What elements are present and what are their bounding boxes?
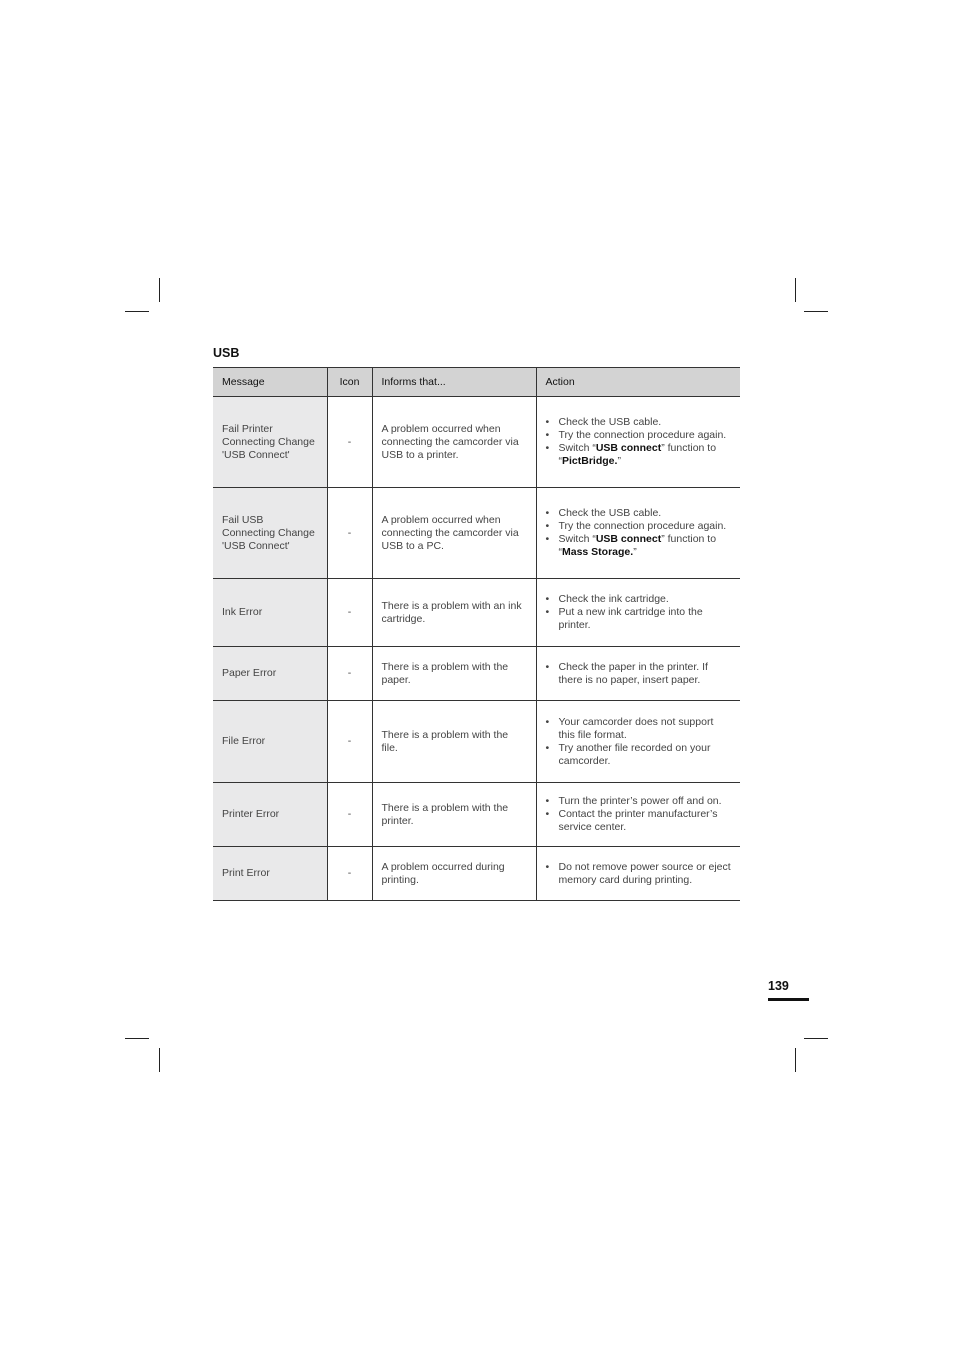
action-cell — [536, 701, 740, 783]
crop-mark — [804, 311, 828, 312]
informs-cell: There is a problem with the printer. — [372, 783, 536, 847]
crop-mark — [795, 278, 796, 302]
action-list — [546, 593, 732, 632]
action-text: ” — [617, 455, 621, 467]
action-cell — [536, 488, 740, 579]
page-number-rule — [768, 998, 809, 1001]
action-item — [546, 533, 732, 559]
action-emphasis: Mass Storage. — [562, 546, 634, 558]
table-header-row — [213, 368, 740, 397]
action-list — [546, 795, 732, 834]
informs-cell: There is a problem with the file. — [372, 701, 536, 783]
informs-cell: There is a problem with an ink cartridge. — [372, 579, 536, 647]
action-item: • Try the connection procedure again. — [546, 429, 732, 442]
action-cell — [536, 397, 740, 488]
icon-cell: - — [327, 397, 372, 488]
informs-cell: A problem occurred when connecting the camcorder via USB to a printer. — [372, 397, 536, 488]
action-item: • Check the paper in the printer. If there is no paper, insert paper. — [546, 661, 732, 687]
action-cell — [536, 647, 740, 701]
header-informs: Informs that... — [372, 368, 536, 397]
action-emphasis: PictBridge. — [562, 455, 618, 467]
action-item: • Try the connection procedure again. — [546, 520, 732, 533]
message-cell: File Error — [213, 701, 327, 783]
crop-mark — [125, 1038, 149, 1039]
table-row — [213, 701, 740, 783]
crop-mark — [795, 1048, 796, 1072]
icon-cell: - — [327, 579, 372, 647]
message-cell: Ink Error — [213, 579, 327, 647]
action-item — [546, 442, 732, 468]
icon-cell: - — [327, 701, 372, 783]
informs-cell: A problem occurred when connecting the camcorder via USB to a PC. — [372, 488, 536, 579]
crop-mark — [159, 278, 160, 302]
action-cell — [536, 783, 740, 847]
table-row — [213, 783, 740, 847]
informs-cell: A problem occurred during printing. — [372, 847, 536, 901]
action-item: • Put a new ink cartridge into the printer. — [546, 606, 732, 632]
action-list — [546, 507, 732, 559]
header-icon: Icon — [327, 368, 372, 397]
action-cell — [536, 847, 740, 901]
header-message: Message — [213, 368, 327, 397]
action-item: • Do not remove power source or eject memory card during printing. — [546, 861, 732, 887]
action-item: • Check the ink cartridge. — [546, 593, 732, 606]
action-list — [546, 861, 732, 887]
action-item: • Try another file recorded on your camcorder. — [546, 742, 732, 768]
action-text: Switch “ — [558, 533, 596, 545]
action-list — [546, 716, 732, 768]
action-emphasis: USB connect — [595, 442, 662, 454]
table-row — [213, 397, 740, 488]
usb-error-table — [213, 367, 740, 901]
icon-cell: - — [327, 783, 372, 847]
table-row — [213, 847, 740, 901]
message-cell: Paper Error — [213, 647, 327, 701]
message-cell: Print Error — [213, 847, 327, 901]
table-row — [213, 488, 740, 579]
crop-mark — [125, 311, 149, 312]
action-text: Switch “ — [558, 442, 596, 454]
action-cell — [536, 579, 740, 647]
action-item: • Turn the printer’s power off and on. — [546, 795, 732, 808]
page-number: 139 — [768, 979, 789, 993]
icon-cell: - — [327, 647, 372, 701]
action-text: ” function to “ — [558, 442, 717, 467]
icon-cell: - — [327, 488, 372, 579]
message-cell: Printer Error — [213, 783, 327, 847]
action-item: • Contact the printer manufacturer’s service center. — [546, 808, 732, 834]
header-action: Action — [536, 368, 740, 397]
crop-mark — [159, 1048, 160, 1072]
table-row — [213, 647, 740, 701]
action-text: ” — [633, 546, 637, 558]
message-cell: Fail Printer Connecting Change 'USB Connect' — [213, 397, 327, 488]
action-item: • Your camcorder does not support this file format. — [546, 716, 732, 742]
crop-mark — [804, 1038, 828, 1039]
section-title: USB — [213, 346, 240, 360]
action-text: ” function to “ — [558, 533, 717, 558]
message-cell: Fail USB Connecting Change 'USB Connect' — [213, 488, 327, 579]
action-emphasis: USB connect — [595, 533, 662, 545]
table-row — [213, 579, 740, 647]
informs-cell: There is a problem with the paper. — [372, 647, 536, 701]
action-item: • Check the USB cable. — [546, 507, 732, 520]
action-list — [546, 416, 732, 468]
action-list — [546, 661, 732, 687]
action-item: • Check the USB cable. — [546, 416, 732, 429]
icon-cell: - — [327, 847, 372, 901]
